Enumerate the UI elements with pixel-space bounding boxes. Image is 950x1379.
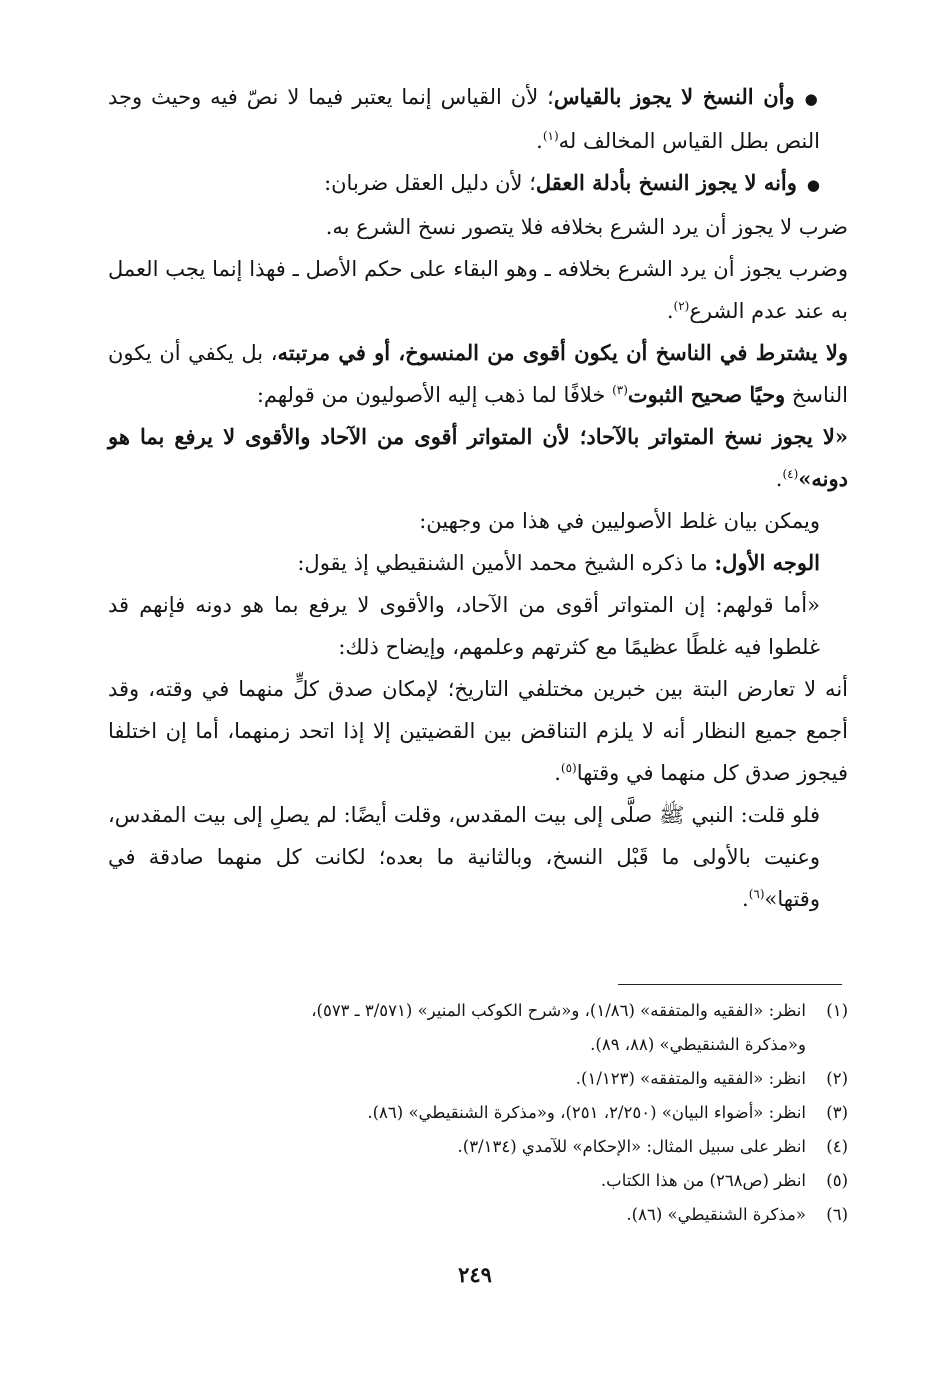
footnote-number: (٦) bbox=[826, 1205, 848, 1224]
paragraph-5 bbox=[108, 332, 848, 416]
footnote-ref-3: (٣) bbox=[612, 383, 628, 397]
footnote-number: (٢) bbox=[826, 1069, 848, 1088]
footnote-number: (٣) bbox=[826, 1103, 848, 1122]
footnote-text: انظر: «الفقيه والمتفقه» (١/٨٦)، و«شرح الكوكب المنير» (٣/٥٧١ ـ ٥٧٣)، bbox=[311, 1001, 806, 1020]
footnote-4 bbox=[108, 1130, 848, 1164]
paragraph-5-text: ، بل يكفي أن يكون الناسخ bbox=[108, 341, 848, 407]
footnote-number: (٤) bbox=[826, 1137, 848, 1156]
footnote-text: «مذكرة الشنقيطي» (٨٦). bbox=[626, 1205, 806, 1224]
footnote-ref-4: (٤) bbox=[782, 467, 799, 481]
paragraph-1-bold: وأن النسخ لا يجوز بالقياس bbox=[553, 84, 795, 109]
paragraph-6-end: . bbox=[775, 467, 783, 491]
paragraph-1-text: ؛ لأن القياس إنما يعتبر فيما لا نصّ فيه وحيث وجد النص بطل القياس المخالف له bbox=[108, 85, 820, 153]
bullet-icon: ● bbox=[804, 90, 820, 108]
footnote-ref-1: (١) bbox=[542, 129, 559, 143]
page-number: ٢٤٩ bbox=[458, 1262, 492, 1287]
paragraph-4 bbox=[108, 248, 848, 332]
paragraph-10 bbox=[108, 668, 848, 794]
footnote-text: انظر: «أضواء البيان» (٢/٢٥٠، ٢٥١)، و«مذكرة الشنقيطي» (٨٦). bbox=[367, 1103, 806, 1122]
paragraph-11-end: . bbox=[742, 887, 749, 911]
paragraph-8-text: ما ذكره الشيخ محمد الأمين الشنقيطي إذ يقول: bbox=[297, 551, 715, 575]
paragraph-3: ضرب لا يجوز أن يرد الشرع بخلافه فلا يتصور نسخ الشرع به. bbox=[325, 215, 848, 239]
paragraph-7: ويمكن بيان غلط الأصوليين في هذا من وجهين: bbox=[419, 509, 820, 533]
first-aspect-heading: الوجه الأول: bbox=[714, 550, 820, 575]
footnote-5 bbox=[108, 1164, 848, 1198]
paragraph-1 bbox=[108, 76, 848, 162]
paragraph-9: «أما قولهم: إن المتواتر أقوى من الآحاد، والأقوى لا يرفع بما هو دونه فإنهم قد غلطوا فيه غلطًا عظيمًا مع كثرتهم وعلمهم، وإيضاح ذلك: bbox=[108, 593, 820, 659]
footnote-ref-5: (٥) bbox=[560, 761, 577, 775]
footnote-1 bbox=[108, 994, 848, 1028]
paragraph-10-end: . bbox=[554, 761, 561, 785]
footnote-3 bbox=[108, 1096, 848, 1130]
paragraph-4-end: . bbox=[666, 299, 674, 323]
footnote-number: (٥) bbox=[826, 1171, 848, 1190]
paragraph-2-text: ؛ لأن دليل العقل ضربان: bbox=[324, 171, 536, 195]
main-text bbox=[108, 76, 848, 920]
quote-bold: «لا يجوز نسخ المتواتر بالآحاد؛ لأن المتواتر أقوى من الآحاد والأقوى لا يرفع بما هو دونه» bbox=[108, 424, 848, 491]
footnote-text: انظر (ص٢٦٨) من هذا الكتاب. bbox=[600, 1171, 806, 1190]
footnote-2 bbox=[108, 1062, 848, 1096]
paragraph-5-bold: ولا يشترط في الناسخ أن يكون أقوى من المنسوخ، أو في مرتبته bbox=[277, 340, 848, 365]
footnote-ref-6: (٦) bbox=[748, 887, 765, 901]
bullet-icon: ● bbox=[806, 176, 820, 194]
paragraph-11-text: فلو قلت: النبي ﷺ صلَّى إلى بيت المقدس، وقلت أيضًا: لم يصلِ إلى بيت المقدس، وعنيت بالأولى ما قَبْل النسخ، وبالثانية ما بعده؛ لكانت كل منهما صادقة في وقتها» bbox=[108, 803, 820, 911]
paragraph-1-end: . bbox=[536, 129, 543, 153]
paragraph-2 bbox=[108, 162, 848, 206]
footnote-1-continued: و«مذكرة الشنقيطي» (٨٨، ٨٩). bbox=[590, 1035, 806, 1054]
footnote-number: (١) bbox=[826, 1001, 848, 1020]
paragraph-8 bbox=[108, 542, 848, 584]
paragraph-6 bbox=[108, 416, 848, 500]
footnote-ref-2: (٢) bbox=[673, 299, 690, 313]
paragraph-5-text-2: خلافًا لما ذهب إليه الأصوليون من قولهم: bbox=[256, 383, 613, 407]
footnote-text: انظر: «الفقيه والمتفقه» (١/١٢٣). bbox=[575, 1069, 806, 1088]
footnote-text: انظر على سبيل المثال: «الإحكام» للآمدي (٣/١٣٤). bbox=[457, 1137, 806, 1156]
paragraph-2-bold: وأنه لا يجوز النسخ بأدلة العقل bbox=[535, 170, 797, 195]
paragraph-10-text: أنه لا تعارض البتة بين خبرين مختلفي التاريخ؛ لإمكان صدق كلٍّ منهما في وقته، وقد أجمع جميع النظار أنه لا يلزم التناقض بين القضيتين إلا إذا اتحد زمنهما، أما إن اختلفا فيجوز صدق كل منهما في وقتها bbox=[108, 677, 848, 785]
paragraph-11 bbox=[108, 794, 848, 920]
paragraph-4-text: وضرب يجوز أن يرد الشرع بخلافه ـ وهو البقاء على حكم الأصل ـ فهذا إنما يجب العمل به عند عدم الشرع bbox=[108, 257, 848, 323]
footnote-6 bbox=[108, 1198, 848, 1232]
footnote-divider bbox=[618, 984, 842, 985]
footnotes bbox=[108, 994, 848, 1232]
paragraph-5-bold-2: وحيًا صحيح الثبوت bbox=[627, 382, 786, 407]
